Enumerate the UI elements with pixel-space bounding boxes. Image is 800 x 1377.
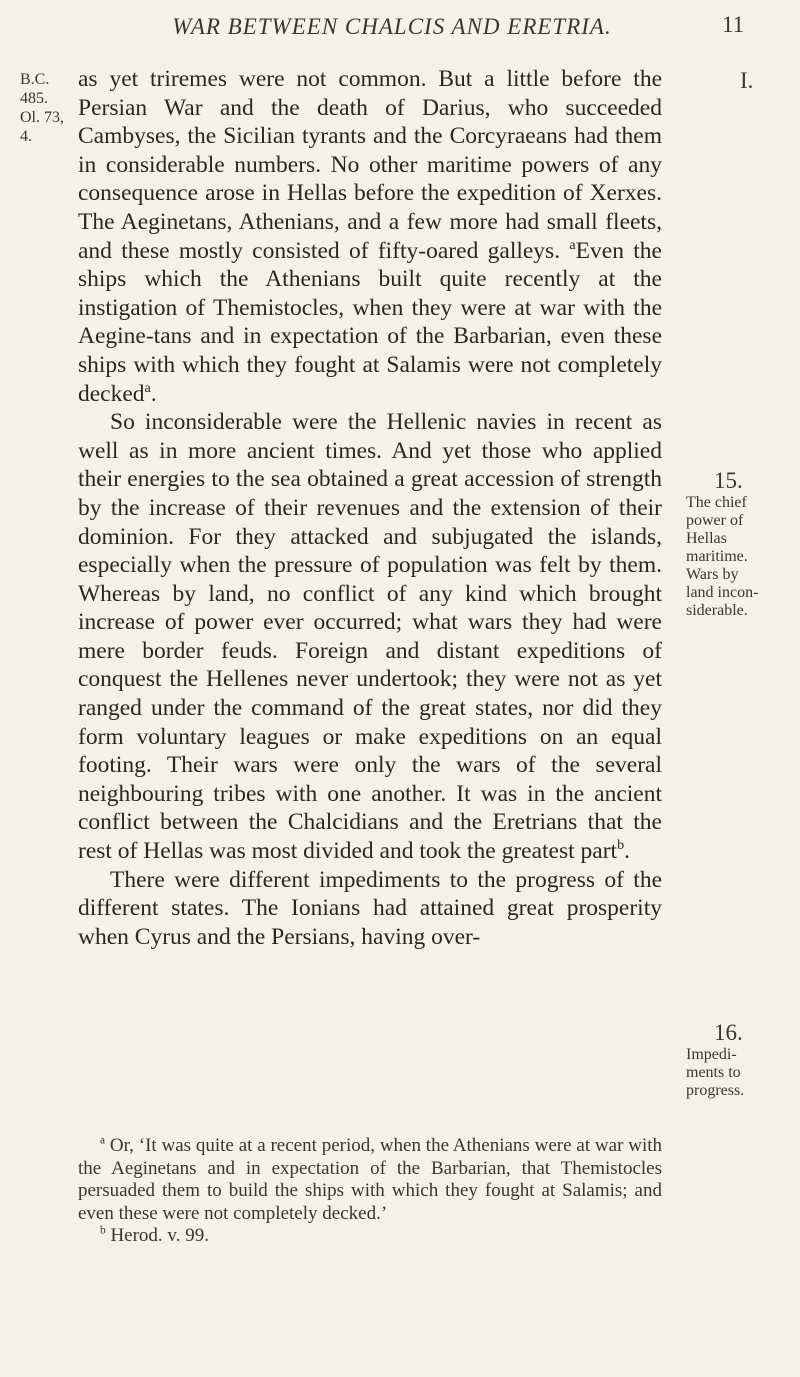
footnote [78, 1135, 662, 1225]
sidenote-line: Wars by [686, 566, 739, 583]
main-text [78, 65, 662, 951]
sidenote-line: The chief [686, 494, 747, 511]
paragraph-text: So inconsiderable were the Hellenic navies in recent as well as in more ancient times. And yet those who applied their energies to the sea obtained a great accession of strength by the increase of their revenues and the extension of their dominion. For they attacked and subjugated the islands, especially when the pressure of population was felt by them. Whereas by land, no conflict of any kind which brought increase of power ever occurred; what wars they had were mere border feuds. Foreign and distant expeditions of conquest the Hellenes never undertook; they were not as yet ranged under the command of the great states, nor did they form voluntary leagues or make expeditions on an equal footing. Their wars were only the wars of the several neighbouring tribes with one another. It was in the ancient conflict between the Chalcidians and the Eretrians that the rest of Hellas was most divided and took the greatest part [78, 409, 662, 865]
section-number: 16. [714, 1020, 743, 1045]
left-margin-date [20, 70, 78, 146]
paragraph-text: There were different impediments to the progress of the different states. The Ionians had attained great prosperity when Cyrus and the Persians, having over- [78, 866, 662, 950]
page-number: 11 [722, 12, 745, 37]
footnote [78, 1225, 662, 1248]
sidenote-line: land incon- [686, 584, 759, 601]
footnote-mark: a [569, 236, 576, 253]
paragraph [78, 65, 662, 408]
paragraph-text: as yet triremes were not common. But a little before the Persian War and the death of Darius, who succeeded Cambyses, the Sicilian tyrants and the Corcyraeans had them in considerable numbers. No other maritime powers of any consequence arose in Hellas before the expedition of Xerxes. The Aeginetans, Athenians, and a few more had small fleets, and these mostly consisted of fifty-oared galleys. [78, 66, 662, 264]
sidenote-line: siderable. [686, 602, 748, 619]
paragraph [78, 408, 662, 866]
date-bc: B.C. 485. [20, 71, 50, 107]
sidenote-line: Hellas [686, 530, 727, 547]
footnote-text: Herod. v. 99. [110, 1225, 209, 1246]
footnote-mark: b [617, 837, 625, 854]
footnote-mark: b [100, 1224, 106, 1237]
date-olympiad: Ol. 73, 4. [20, 109, 64, 145]
sidenote-line: maritime. [686, 548, 748, 565]
sidenote-line: progress. [686, 1082, 745, 1099]
sidenote-15 [686, 468, 786, 620]
footnote-mark: a [100, 1134, 106, 1147]
sidenote-line: ments to [686, 1064, 741, 1081]
sidenote-16 [686, 1020, 786, 1100]
sidenote-line: power of [686, 512, 744, 529]
punctuation: . [150, 380, 157, 407]
running-header: WAR BETWEEN CHALCIS AND ERETRIA. [172, 14, 612, 39]
punctuation: . [624, 838, 630, 865]
footnote-mark: a [144, 379, 151, 396]
footnotes [78, 1135, 662, 1248]
section-number: 15. [714, 468, 743, 493]
footnote-text: Or, ‘It was quite at a recent period, when the Athenians were at war with the Aeginetans and in expectation of the Barbarian, that Themistocles persuaded them to build the ships with which they fought at Salamis; and even these were not completely decked.’ [78, 1135, 663, 1224]
chapter-number: I. [740, 68, 754, 93]
sidenote-line: Impedi- [686, 1046, 737, 1063]
paragraph [78, 866, 662, 952]
paragraph-text: Even the ships which the Athenians built quite recently at the instigation of Themistocles, when they were at war with the Aegine-tans and in expectation of the Barbarian, even these ships with which they fought at Salamis were not completely decked [78, 237, 662, 407]
